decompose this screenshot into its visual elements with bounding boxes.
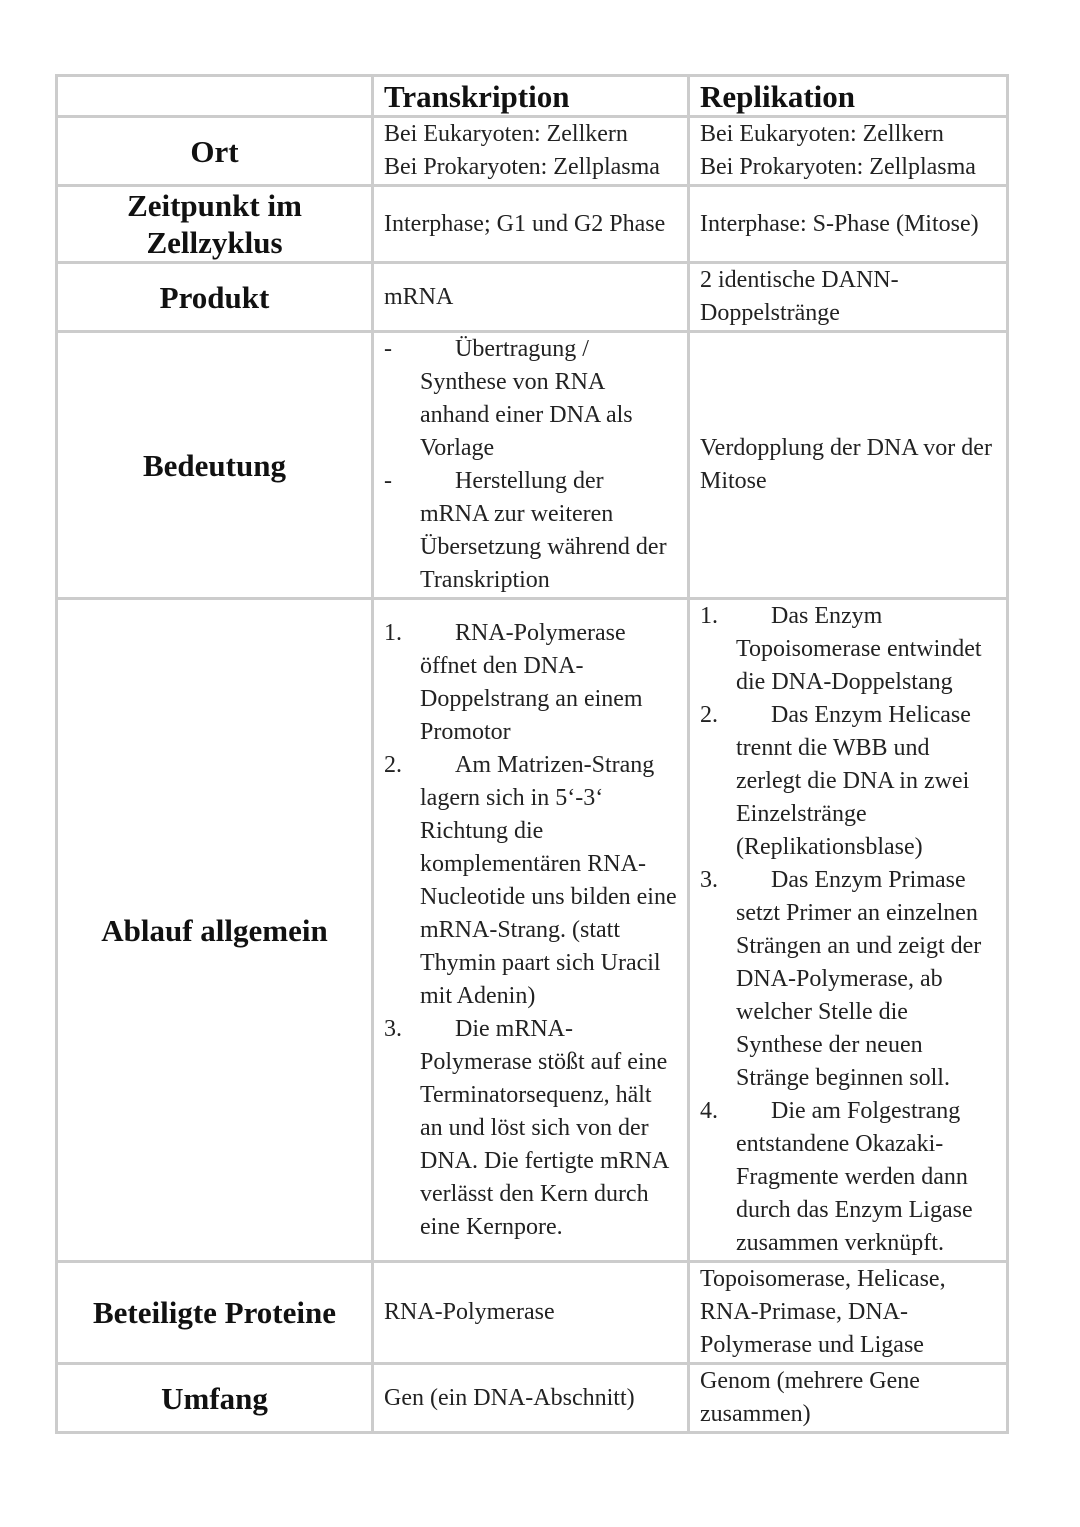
proteine-replikation: Topoisomerase, Helicase, RNA-Primase, DNA-Polymerase und Ligase [689,1262,1008,1364]
list-text: Das Enzym Primase setzt Primer an einzelnen Strängen an und zeigt der DNA-Polymerase, ab welcher Stelle die Synthese der neuen Stränge beginnen soll. [736,867,982,1091]
list-item [700,864,996,1095]
ablauf-replikation-list [700,600,996,1260]
ablauf-transkription [373,599,689,1262]
list-item [700,600,996,699]
row-label-zeitpunkt-line-1: Zeitpunkt im [127,188,302,223]
list-marker: 4. [700,1098,718,1124]
list-text: Die am Folgestrang entstandene Okazaki-Fragmente werden dann durch das Enzym Ligase zusammen verknüpft. [736,1098,973,1256]
list-item [384,749,677,1013]
list-text: Die mRNA-Polymerase stößt auf eine Terminatorsequenz, hält an und löst sich von der DNA. Die fertigte mRNA verlässt den Kern durch eine Kernpore. [420,1015,668,1240]
list-text: Das Enzym Helicase trennt die WBB und zerlegt die DNA in zwei Einzelstränge (Replikationsblase) [736,702,971,860]
list-item [700,1095,996,1260]
header-row [57,76,1008,117]
list-marker: 2. [384,751,402,778]
header-empty-cell [57,76,373,117]
bedeutung-transkription-list [384,333,677,597]
proteine-transkription: RNA-Polymerase [373,1262,689,1364]
list-marker: 1. [384,619,402,646]
row-umfang [57,1364,1008,1433]
list-marker: - [384,336,392,362]
list-marker: 3. [700,867,718,893]
comparison-table [55,74,1009,1434]
list-text: Das Enzym Topoisomerase entwindet die DNA-Doppelstang [736,603,982,695]
zeitpunkt-replikation: Interphase: S-Phase (Mitose) [689,186,1008,263]
bedeutung-replikation: Verdopplung der DNA vor der Mitose [689,332,1008,599]
row-produkt [57,263,1008,332]
header-replikation: Replikation [689,76,1008,117]
ablauf-transkription-list [384,617,677,1244]
ort-transkription [373,117,689,186]
row-label-ort: Ort [57,117,373,186]
list-item [384,465,677,597]
list-item [384,333,677,465]
list-text: RNA-Polymerase öffnet den DNA-Doppelstrang an einem Promotor [420,619,643,745]
row-bedeutung [57,332,1008,599]
ort-replikation-line-2: Bei Prokaryoten: Zellplasma [700,154,976,180]
bedeutung-transkription [373,332,689,599]
row-label-produkt: Produkt [57,263,373,332]
ort-transkription-line-2: Bei Prokaryoten: Zellplasma [384,154,660,180]
produkt-replikation: 2 identische DANN-Doppelstränge [689,263,1008,332]
row-ort [57,117,1008,186]
ort-replikation [689,117,1008,186]
list-marker: 1. [700,603,718,629]
list-marker: 3. [384,1015,402,1042]
list-item [700,699,996,864]
ort-replikation-line-1: Bei Eukaryoten: Zellkern [700,121,944,147]
umfang-transkription: Gen (ein DNA-Abschnitt) [373,1364,689,1433]
umfang-replikation: Genom (mehrere Gene zusammen) [689,1364,1008,1433]
list-marker: 2. [700,702,718,728]
ablauf-replikation [689,599,1008,1262]
list-marker: - [384,468,392,494]
zeitpunkt-transkription: Interphase; G1 und G2 Phase [373,186,689,263]
row-label-ablauf: Ablauf allgemein [57,599,373,1262]
row-proteine [57,1262,1008,1364]
row-label-umfang: Umfang [57,1364,373,1433]
list-item [384,1013,677,1244]
row-label-zeitpunkt [57,186,373,263]
list-text: Am Matrizen-Strang lagern sich in 5‘-3‘ Richtung die komplementären RNA-Nucleotide uns bilden eine mRNA-Strang. (statt Thymin paart sich Uracil mit Adenin) [420,751,677,1009]
header-transkription: Transkription [373,76,689,117]
row-label-zeitpunkt-line-2: Zellzyklus [146,225,283,260]
list-item [384,617,677,749]
row-ablauf [57,599,1008,1262]
list-text: Herstellung der mRNA zur weiteren Übersetzung während der Transkription [420,468,667,593]
list-text: Übertragung / Synthese von RNA anhand einer DNA als Vorlage [420,336,633,461]
row-label-proteine: Beteiligte Proteine [57,1262,373,1364]
row-zeitpunkt [57,186,1008,263]
row-label-bedeutung: Bedeutung [57,332,373,599]
ort-transkription-line-1: Bei Eukaryoten: Zellkern [384,121,628,147]
produkt-transkription: mRNA [373,263,689,332]
